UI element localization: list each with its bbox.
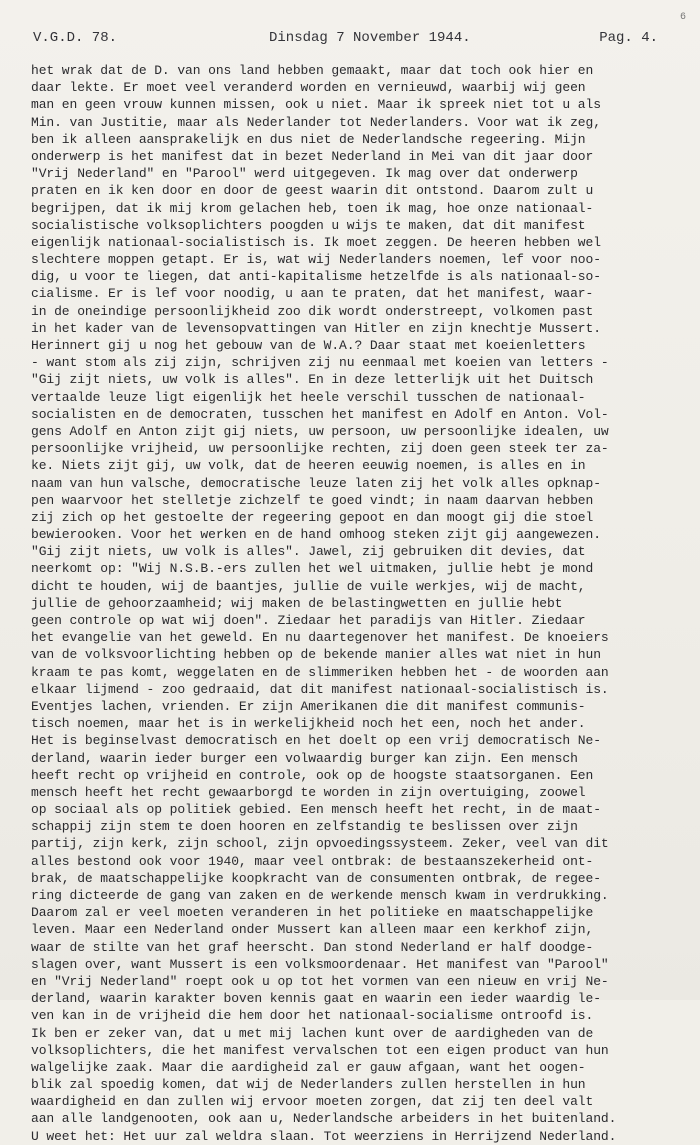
text-line: van de volksvoorlichting hebben op de bekende manier alles wat niet in hun	[31, 647, 601, 663]
text-line: vertaalde leuze ligt eigenlijk het heele verschil tusschen de nationaal-	[31, 389, 586, 405]
text-line: praten en ik ken door en door de geest waarin dit ontstond. Daarom zult u	[31, 183, 594, 199]
text-line: ven kan in de vrijheid die hem door het nationaal-socialisme ontroofd is.	[31, 1008, 594, 1024]
text-line: Eventjes lachen, vrienden. Er zijn Amerikanen die dit manifest communis-	[31, 698, 586, 714]
text-line: alles bestond ook voor 1940, maar veel ontbrak: de bestaanszekerheid ont-	[31, 853, 594, 869]
text-line: gens Adolf en Anton zijt gij niets, uw persoon, uw persoonlijke idealen, uw	[31, 423, 609, 439]
text-line: Herinnert gij u nog het gebouw van de W.A.? Daar staat met koeienletters	[31, 338, 586, 353]
text-line: persoonlijke vrijheid, uw persoonlijke rechten, zij doen geen steek ter za-	[31, 441, 609, 457]
text-line: U weet het: Het uur zal weldra slaan. Tot weerziens in Herrijzend Nederland.	[31, 1128, 617, 1144]
text-line: brak, de maatschappelijke koopkracht van de consumenten ontbrak, de regee-	[31, 870, 601, 886]
text-line: het wrak dat de D. van ons land hebben gemaakt, maar dat toch ook hier en	[31, 63, 594, 78]
text-line: dicht te houden, wij de baantjes, jullie de vuile werkjes, wij de macht,	[31, 578, 586, 594]
text-line: Min. van Justitie, maar als Nederlander tot Nederlanders. Voor wat ik zeg,	[31, 114, 601, 130]
header-date: Dinsdag 7 November 1944.	[269, 30, 471, 46]
text-line: derland, waarin ieder burger een volwaardig burger kan zijn. Een mensch	[31, 750, 578, 766]
text-line: onderwerp is het manifest dat in bezet Nederland in Mei van dit jaar door	[31, 148, 594, 164]
text-line: daar lekte. Er moet veel veranderd worden en vernieuwd, waarbij wij geen	[31, 80, 586, 96]
text-line: heeft recht op vrijheid en controle, ook op de hoogste staatsorganen. Een	[31, 767, 594, 783]
text-line: zij zich op het gestoelte der regeering gepoot en dan moogt gij die stoel	[31, 509, 594, 525]
text-line: geen controle op wat wij doen". Ziedaar het paradijs van Hitler. Ziedaar	[31, 613, 586, 628]
text-line: in het kader van de levensopvattingen van Hitler en zijn knechtje Mussert.	[31, 320, 601, 336]
text-line: en "Vrij Nederland" roept ook u op tot het vormen van een nieuw en vrij Ne-	[31, 973, 609, 989]
text-line: "Gij zijt niets, uw volk is alles". En in deze letterlijk uit het Duitsch	[31, 372, 594, 388]
text-line: neerkomt op: "Wij N.S.B.-ers zullen het wel uitmaken, jullie hebt je mond	[31, 561, 594, 577]
corner-mark: 6	[679, 12, 686, 23]
text-line: slechtere moppen getapt. Er is, wat wij Nederlanders noemen, lef voor noo-	[31, 252, 601, 268]
text-line: ring dicteerde de gang van zaken en de werkende mensch kwam in verdrukking.	[31, 888, 609, 903]
text-line: schappij zijn stem te doen hooren en zelfstandig te beslissen over zijn	[31, 819, 578, 835]
text-line: waar de stilte van het graf heerscht. Dan stond Nederland er half doodge-	[31, 939, 594, 955]
text-line: cialisme. Er is lef voor noodig, u aan te praten, dat het manifest, waar-	[31, 286, 594, 302]
text-line: Ik ben er zeker van, dat u met mij lachen kunt over de aardigheden van de	[31, 1025, 594, 1041]
text-line: Het is beginselvast democratisch en het doelt op een vrij democratisch Ne-	[31, 733, 601, 749]
text-line: - want stom als zij zijn, schrijven zij nu eenmaal met koeien van letters -	[31, 355, 609, 371]
text-line: walgelijke zaak. Maar die aardigheid zal er gauw afgaan, want het oogen-	[31, 1059, 586, 1075]
text-line: op sociaal als op politiek gebied. Een mensch heeft het recht, in de maat-	[31, 802, 601, 818]
header-page-number: Pag. 4.	[599, 30, 658, 46]
text-line: "Vrij Nederland" en "Parool" werd uitgegeven. Ik mag over dat onderwerp	[31, 166, 578, 182]
text-line: man en geen vrouw kunnen missen, ook u niet. Maar ik spreek niet tot u als	[31, 97, 601, 113]
text-line: in de oneindige persoonlijkheid zoo dik wordt onderstreept, volkomen past	[31, 303, 594, 319]
header-bulletin-number: V.G.D. 78.	[33, 30, 118, 46]
text-line: aan alle landgenooten, ook aan u, Nederlandsche arbeiders in het buitenland.	[31, 1111, 617, 1127]
text-line: "Gij zijt niets, uw volk is alles". Jawel, zij gebruiken dit devies, dat	[31, 544, 586, 560]
text-line: het evangelie van het geweld. En nu daartegenover het manifest. De knoeiers	[31, 630, 609, 646]
text-line: ke. Niets zijt gij, uw volk, dat de heeren eeuwig noemen, is alles en in	[31, 458, 586, 474]
text-line: kraam te pas komt, weggelaten en de slimmeriken hebben het - de woorden aan	[31, 664, 609, 680]
text-line: socialisten en de democraten, tusschen het manifest en Adolf en Anton. Vol-	[31, 406, 609, 422]
text-line: bewierooken. Voor het werken en de hand omhoog steken zijt gij aangewezen.	[31, 527, 601, 543]
text-line: eigenlijk nationaal-socialistisch is. Ik moet zeggen. De heeren hebben wel	[31, 234, 601, 250]
text-line: leven. Maar een Nederland onder Mussert kan alleen maar een kerkhof zijn,	[31, 922, 594, 938]
text-line: begrijpen, dat ik mij krom gelachen heb, toen ik mag, hoe onze nationaal-	[31, 200, 594, 216]
text-line: derland, waarin karakter boven kennis gaat en waarin een ieder waardig le-	[31, 991, 601, 1007]
text-line: elkaar lijmend - zoo gedraaid, dat dit manifest nationaal-socialistisch is.	[31, 681, 609, 697]
text-line: dig, u voor te liegen, dat anti-kapitalisme hetzelfde is als nationaal-so-	[31, 269, 601, 285]
text-line: mensch heeft het recht gewaarborgd te worden in zijn overtuiging, zoowel	[31, 784, 586, 800]
text-line: pen waarvoor het stelletje zichzelf te goed vindt; in naam daarvan hebben	[31, 492, 594, 508]
text-line: slagen over, want Mussert is een volksmoordenaar. Het manifest van "Parool"	[31, 956, 609, 972]
text-line: blik zal spoedig komen, dat wij de Nederlanders zullen herstellen in hun	[31, 1077, 586, 1093]
text-line: Daarom zal er veel moeten veranderen in het politieke en maatschappelijke	[31, 905, 594, 921]
text-line: jullie de gehoorzaamheid; wij maken de belastingwetten en jullie hebt	[31, 595, 563, 611]
text-line: ben ik alleen aansprakelijk en dus niet de Nederlandsche regeering. Mijn	[31, 131, 586, 147]
text-line: partij, zijn kerk, zijn school, zijn opvoedingssysteem. Zeker, veel van dit	[31, 836, 609, 852]
text-line: socialistische volksoplichters poogden u wijs te maken, dat dit manifest	[31, 217, 586, 233]
document-body	[31, 62, 680, 1145]
text-line: volksoplichters, die het manifest vervalschen tot een eigen product van hun	[31, 1042, 609, 1058]
text-line: tisch noemen, maar het is in werkelijkheid noch het een, noch het ander.	[31, 716, 586, 732]
text-line: naam van hun valsche, democratische leuze laten zij het volk alles opknap-	[31, 475, 601, 491]
text-line: waardigheid en dan zullen wij ervoor moeten zorgen, dat zij ten deel valt	[31, 1094, 594, 1110]
page-header	[33, 30, 658, 52]
